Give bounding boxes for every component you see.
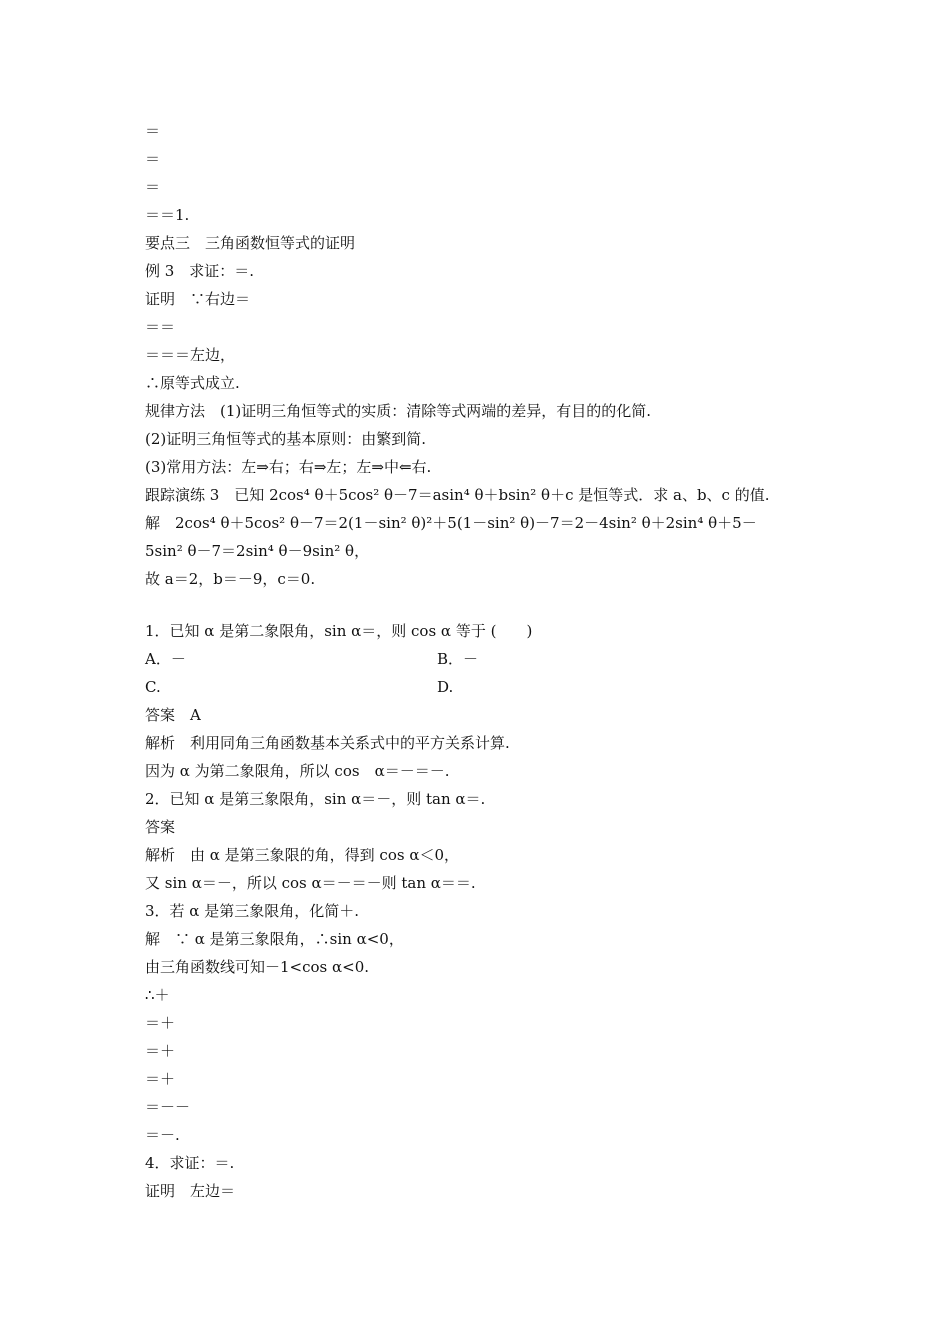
text-line: ＝＋ <box>145 1070 176 1088</box>
text-line: ＝＝＝左边， <box>145 346 236 364</box>
text-line: 解 ∵ α 是第三象限角，∴sin α<0， <box>145 930 404 948</box>
text-line: ＝＝ <box>145 318 176 336</box>
text-line: 因为 α 为第二象限角，所以 cos α＝－＝－. <box>145 762 450 780</box>
question-2: 2．已知 α 是第三象限角，sin α＝－，则 tan α＝. <box>145 790 486 808</box>
analysis-line: 解析 由 α 是第三象限的角，得到 cos α＜0， <box>145 846 460 864</box>
text-line: 故 a＝2，b＝－9，c＝0. <box>145 570 316 588</box>
question-1: 1．已知 α 是第二象限角，sin α＝，则 cos α 等于 ( ) <box>145 622 533 640</box>
answer-line: 答案 A <box>145 706 201 724</box>
method-note: 规律方法 (1)证明三角恒等式的实质：清除等式两端的差异，有目的的化简. <box>145 402 652 420</box>
text-line: ＝＝1. <box>145 206 190 224</box>
exercise-heading: 跟踪演练 3 已知 2cos⁴ θ＋5cos² θ－7＝asin⁴ θ＋bsin² θ＋c 是恒等式．求 a、b、c 的值. <box>145 486 770 504</box>
text-line: ＝ <box>145 150 161 168</box>
text-line: ＝＋ <box>145 1014 176 1032</box>
text-line: 5sin² θ－7＝2sin⁴ θ－9sin² θ， <box>145 542 370 560</box>
example-heading: 例 3 求证：＝. <box>145 262 255 280</box>
text-line: 又 sin α＝－，所以 cos α＝－＝－则 tan α＝＝. <box>145 874 476 892</box>
option-c: C. <box>145 678 161 696</box>
text-line: ＝＋ <box>145 1042 176 1060</box>
section-heading: 要点三 三角函数恒等式的证明 <box>145 234 356 252</box>
text-line: ＝ <box>145 122 161 140</box>
option-d: D. <box>437 678 454 696</box>
option-b: B．－ <box>437 650 479 668</box>
method-note: (3)常用方法：左⇒右；右⇒左；左⇒中⇐右. <box>145 458 432 476</box>
text-line: 证明 左边＝ <box>145 1182 236 1200</box>
text-line: ∴＋ <box>145 986 170 1004</box>
option-a: A．－ <box>145 650 186 668</box>
text-line: 由三角函数线可知－1<cos α<0. <box>145 958 370 976</box>
question-3: 3．若 α 是第三象限角，化简＋. <box>145 902 359 920</box>
answer-line: 答案 <box>145 818 176 836</box>
text-line: 证明 ∵右边＝ <box>145 290 251 308</box>
text-line: ＝－. <box>145 1126 180 1144</box>
method-note: (2)证明三角恒等式的基本原则：由繁到简. <box>145 430 427 448</box>
text-line: 解 2cos⁴ θ＋5cos² θ－7＝2(1－sin² θ)²＋5(1－sin² θ)－7＝2－4sin² θ＋2sin⁴ θ＋5－ <box>145 514 757 532</box>
text-line: ＝－－ <box>145 1098 191 1116</box>
text-line: ＝ <box>145 178 161 196</box>
text-line: ∴原等式成立. <box>145 374 240 392</box>
question-4: 4．求证：＝. <box>145 1154 235 1172</box>
analysis-line: 解析 利用同角三角函数基本关系式中的平方关系计算. <box>145 734 510 752</box>
